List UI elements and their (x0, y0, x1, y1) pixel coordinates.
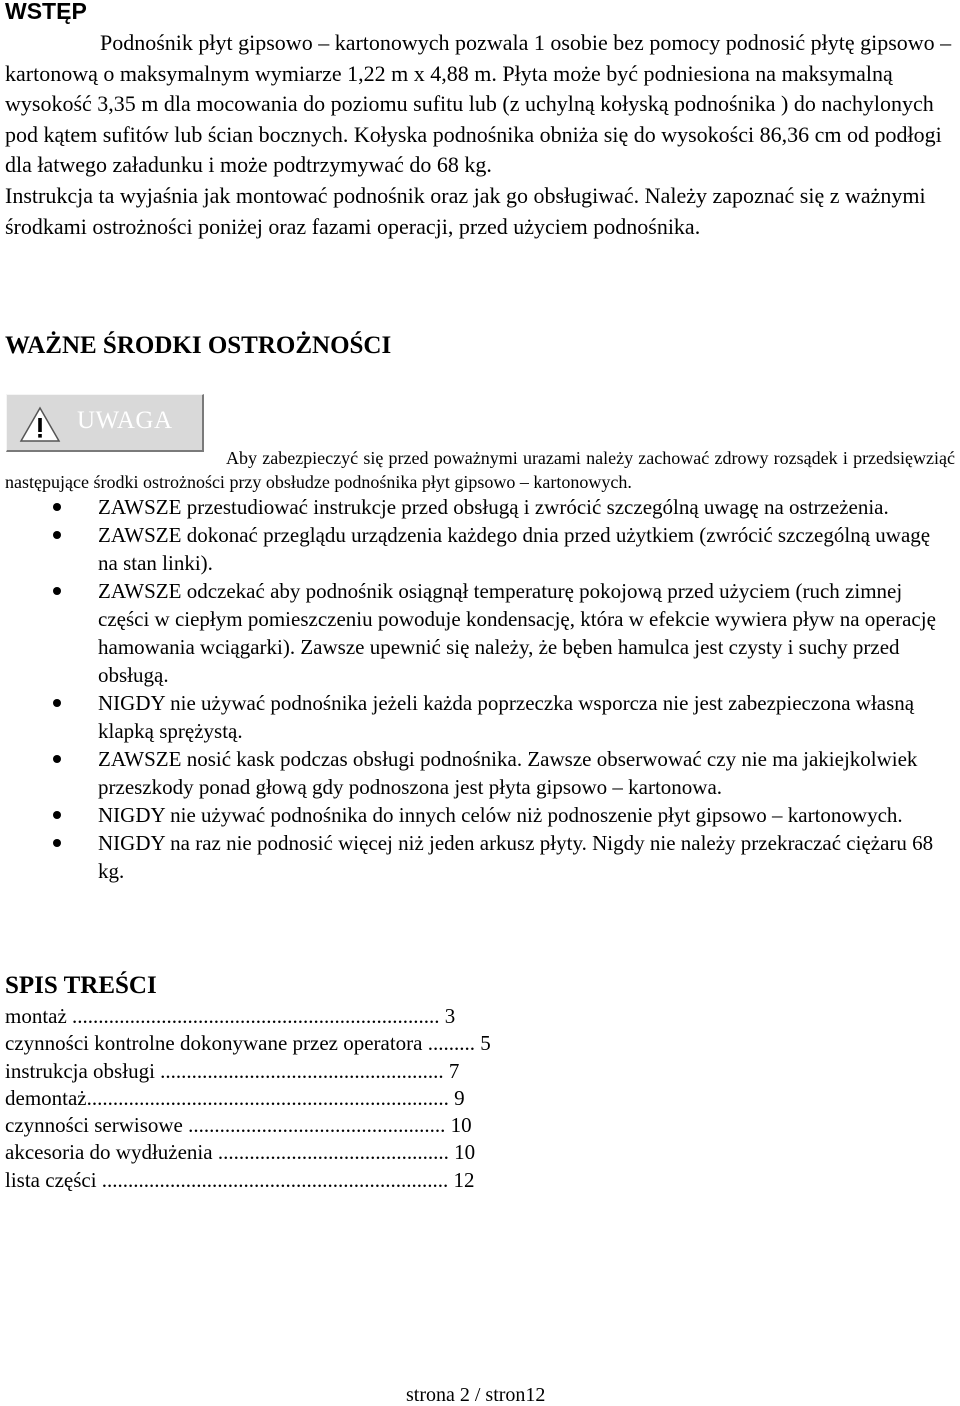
list-item-text: NIGDY na raz nie podnosić więcej niż jeden arkusz płyty. Nigdy nie należy przekraczać ciężaru 68 kg. (98, 831, 934, 883)
bullet-icon (53, 839, 61, 847)
list-item-text: ZAWSZE odczekać aby podnośnik osiągnął temperaturę pokojową przed użyciem (ruch zimnej części w ciepłym pomieszczeniu powoduje kondensację, która w efekcie wywiera pływ na operację hamowania wciągarki). Zawsze upewnić się należy, że bęben hamulca jest czysty i suchy przed obsługą. (98, 579, 936, 687)
intro-text (5, 28, 960, 242)
toc-entry: czynności kontrolne dokonywane przez operatora ......... 5 (5, 1031, 491, 1056)
toc-entry: instrukcja obsługi ...................................................... 7 (5, 1058, 460, 1083)
intro-paragraph-2: Instrukcja ta wyjaśnia jak montować podnośnik oraz jak go obsługiwać. Należy zapoznać się z ważnymi środkami ostrożności poniżej oraz fazami operacji, przed użyciem podnośnika. (5, 182, 926, 239)
warning-triangle-icon (19, 406, 61, 443)
toc-entry: montaż ...................................................................... 3 (5, 1004, 456, 1028)
list-item (0, 829, 960, 885)
warning-text: Aby zabezpieczyć się przed poważnymi urazami należy zachować zdrowy rozsądek i przedsięwziąć następujące środki ostrożności przy obsłudze podnośnika płyt gipsowo – kartonowych. (5, 448, 955, 492)
list-item (0, 745, 960, 801)
list-item-text: NIGDY nie używać podnośnika jeżeli każda poprzeczka wsporcza nie jest zabezpieczona własną klapką sprężystą. (98, 691, 915, 743)
table-of-contents (5, 1003, 645, 1194)
bullet-icon (53, 531, 61, 539)
list-item-text: ZAWSZE przestudiować instrukcje przed obsługą i zwrócić szczególną uwagę na ostrzeżenia. (98, 495, 889, 519)
intro-heading: WSTĘP (5, 0, 87, 24)
toc-entry: demontaż..................................................................... 9 (5, 1085, 465, 1110)
list-item-text: ZAWSZE dokonać przeglądu urządzenia każdego dnia przed użytkiem (zwrócić szczególną uwagę na stan linki). (98, 523, 931, 575)
list-item (0, 689, 960, 745)
precautions-heading: WAŻNE ŚRODKI OSTROŻNOŚCI (5, 332, 392, 359)
toc-entry: czynności serwisowe ................................................. 10 (5, 1113, 472, 1138)
list-item (0, 801, 960, 829)
warning-box (6, 394, 204, 452)
bullet-icon (53, 503, 61, 511)
bullet-icon (53, 811, 61, 819)
page-number: strona 2 / stron12 (406, 1384, 546, 1406)
list-item-text: NIGDY nie używać podnośnika do innych celów niż podnoszenie płyt gipsowo – kartonowych. (98, 803, 903, 827)
toc-entry: lista części .................................................................. 12 (5, 1167, 475, 1192)
bullet-icon (53, 755, 61, 763)
precautions-list (0, 493, 960, 885)
bullet-icon (53, 699, 61, 707)
list-item (0, 521, 960, 577)
list-item (0, 577, 960, 689)
warning-label: UWAGA (77, 407, 173, 434)
list-item-text: ZAWSZE nosić kask podczas obsługi podnośnika. Zawsze obserwować czy nie ma jakiejkolwiek przeszkody ponad głową gdy podnoszona jest płyta gipsowo – kartonowa. (98, 747, 918, 799)
intro-paragraph-1: Podnośnik płyt gipsowo – kartonowych pozwala 1 osobie bez pomocy podnosić płytę gipsowo – kartonową o maksymalnym wymiarze 1,22 m x 4,88 m. Płyta może być podniesiona na maksymalną wysokość 3,35 m dla mocowania do poziomu sufitu lub (z uchylną kołyską podnośnika ) do nachylonych pod kątem sufitów lub ścian bocznych. Kołyska podnośnika obniża się do wysokości 86,36 cm od podłogi dla łatwego załadunku i może podtrzymywać do 68 kg. (5, 30, 952, 178)
toc-heading: SPIS TREŚCI (5, 972, 157, 999)
toc-entry: akcesoria do wydłużenia ............................................ 10 (5, 1140, 476, 1165)
bullet-icon (53, 587, 61, 595)
list-item (0, 493, 960, 521)
